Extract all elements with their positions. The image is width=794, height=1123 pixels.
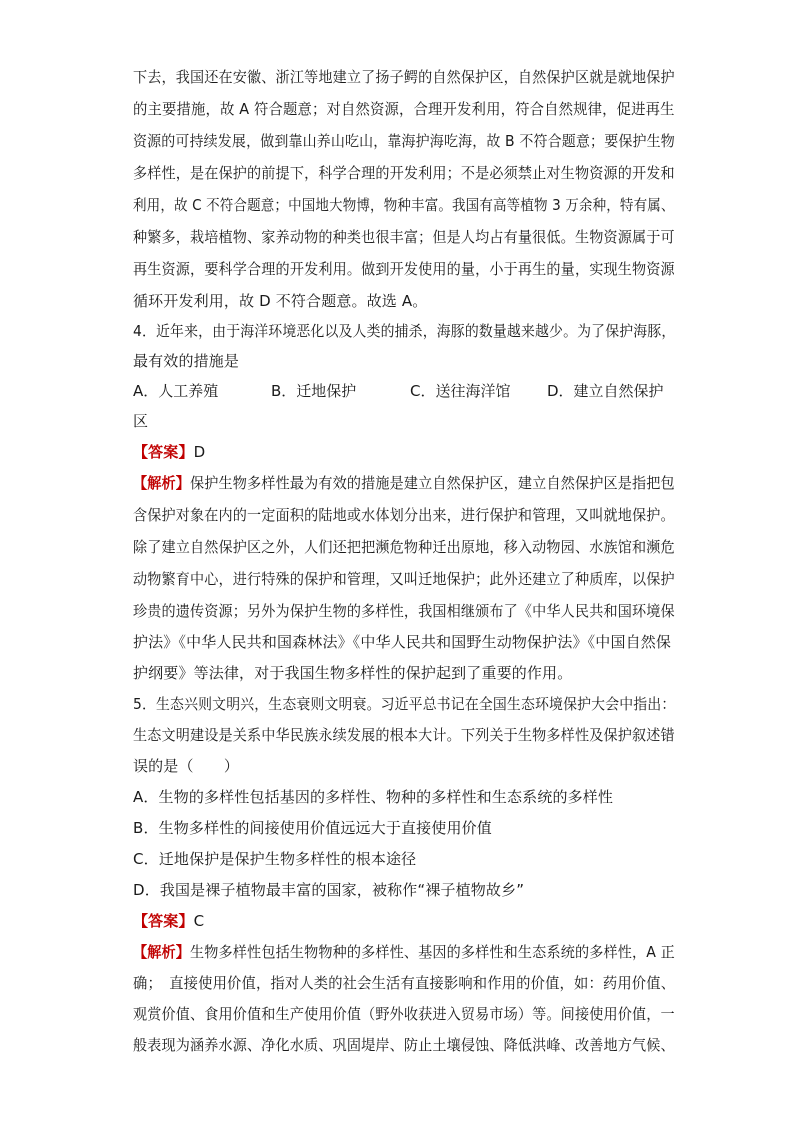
- question-4-analysis: [133, 473, 675, 493]
- question-4-option-c: C．送往海洋馆: [410, 382, 511, 400]
- analysis-text: 保护生物多样性最为有效的措施是建立自然保护区，建立自然保护区是指把包: [190, 474, 675, 492]
- text-line: 利用，故 C 不符合题意；中国地大物博，物种丰富。我国有高等植物 3 万余种，特有属、: [133, 196, 675, 214]
- text-line: 种繁多，栽培植物、家养动物的种类也很丰富；但是人均占有量很低。生物资源属于可: [133, 228, 675, 246]
- answer-value: C: [193, 912, 205, 930]
- question-5-answer: [133, 911, 204, 931]
- analysis-label: 【解析】: [133, 474, 191, 492]
- question-5-stem: 误的是（ ）: [133, 757, 240, 775]
- text-line: 含保护对象在内的一定面积的陆地或水体划分出来，进行保护和管理，又叫就地保护。: [133, 506, 675, 524]
- question-4-option-d-wrap: 区: [133, 412, 149, 430]
- analysis-label: 【解析】: [133, 943, 191, 961]
- question-5-analysis: [133, 942, 675, 962]
- question-5-option-a: A．生物的多样性包括基因的多样性、物种的多样性和生态系统的多样性: [133, 788, 614, 806]
- question-4-stem: 最有效的措施是: [133, 352, 240, 370]
- text-line: 多样性，是在保护的前提下，科学合理的开发利用；不是必须禁止对生物资源的开发和: [133, 164, 675, 182]
- text-line: 循环开发利用，故 D 不符合题意。故选 A。: [133, 292, 428, 310]
- question-5-option-b: B．生物多样性的间接使用价值远远大于直接使用价值: [133, 819, 492, 837]
- answer-label: 【答案】: [133, 912, 194, 930]
- text-line: 动物繁育中心，进行特殊的保护和管理，又叫迁地保护；此外还建立了种质库，以保护: [133, 570, 675, 588]
- question-4-option-b: B．迁地保护: [271, 382, 357, 400]
- text-line: 观赏价值、食用价值和生产使用价值（野外收获进入贸易市场）等。间接使用价值，一: [133, 1005, 675, 1023]
- answer-value: D: [193, 443, 206, 461]
- question-5-stem: 生态文明建设是关系中华民族永续发展的根本大计。下列关于生物多样性及保护叙述错: [133, 726, 675, 744]
- text-line: 再生资源，要科学合理的开发利用。做到开发使用的量，小于再生的量，实现生物资源: [133, 260, 675, 278]
- question-4-option-a: A．人工养殖: [133, 382, 219, 400]
- text-line: 资源的可持续发展，做到靠山养山吃山，靠海护海吃海，故 B 不符合题意；要保护生物: [133, 132, 675, 150]
- question-5-stem: 5．生态兴则文明兴，生态衰则文明衰。习近平总书记在全国生态环境保护大会中指出：: [133, 695, 676, 713]
- question-5-option-c: C．迁地保护是保护生物多样性的根本途径: [133, 850, 417, 868]
- question-4-stem: 4．近年来，由于海洋环境恶化以及人类的捕杀，海豚的数量越来越少。为了保护海豚，: [133, 322, 676, 340]
- question-4-answer: [133, 442, 205, 462]
- text-line: 珍贵的遗传资源；另外为保护生物的多样性，我国相继颁布了《中华人民共和国环境保: [133, 602, 675, 620]
- text-line: 下去，我国还在安徽、浙江等地建立了扬子鳄的自然保护区，自然保护区就是就地保护: [133, 68, 675, 86]
- text-line: 除了建立自然保护区之外，人们还把把濒危物种迁出原地，移入动物园、水族馆和濒危: [133, 538, 675, 556]
- question-5-option-d: D．我国是裸子植物最丰富的国家，被称作“裸子植物故乡”: [133, 881, 525, 899]
- text-line: 护法》《中华人民共和国森林法》《中华人民共和国野生动物保护法》《中国自然保: [133, 633, 672, 651]
- text-line: 般表现为涵养水源、净化水质、巩固堤岸、防止土壤侵蚀、降低洪峰、改善地方气候、: [133, 1036, 675, 1054]
- question-4-option-d: D．建立自然保护: [547, 382, 664, 400]
- text-line: 确； 直接使用价值，指对人类的社会生活有直接影响和作用的价值，如：药用价值、: [133, 974, 676, 992]
- analysis-text: 生物多样性包括生物物种的多样性、基因的多样性和生态系统的多样性，A 正: [190, 943, 675, 961]
- text-line: 护纲要》等法律，对于我国生物多样性的保护起到了重要的作用。: [133, 664, 573, 682]
- answer-label: 【答案】: [133, 443, 194, 461]
- text-line: 的主要措施，故 A 符合题意；对自然资源，合理开发利用，符合自然规律，促进再生: [133, 100, 675, 118]
